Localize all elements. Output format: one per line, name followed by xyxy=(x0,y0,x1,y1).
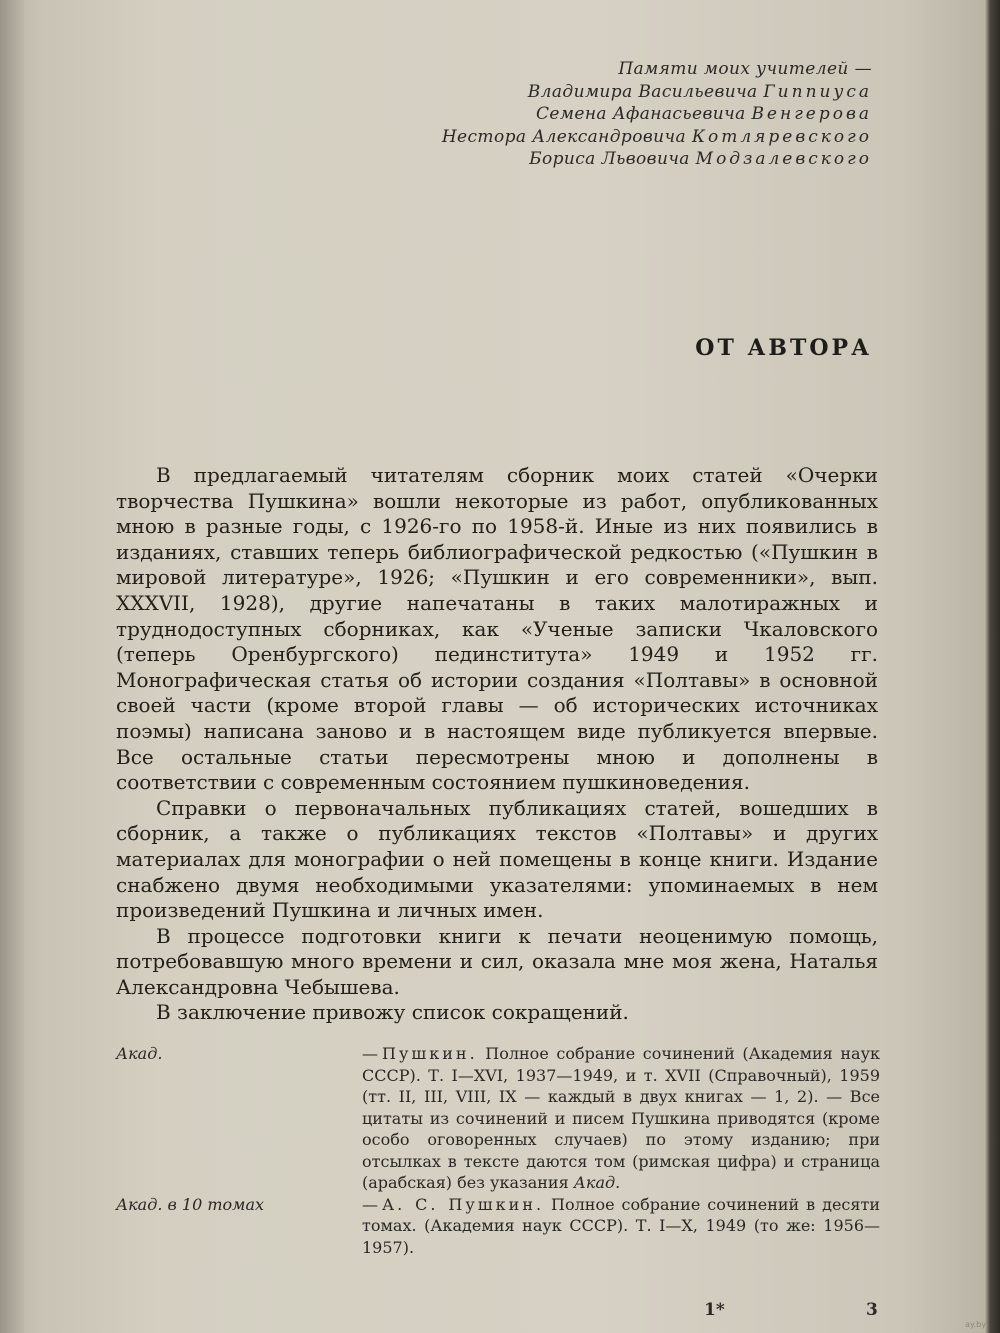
preface-body xyxy=(116,463,878,1026)
abbreviation-list xyxy=(116,1043,880,1258)
dedication-line: Владимира Васильевича Гиппиуса xyxy=(527,81,872,102)
book-spine-shadow xyxy=(0,0,24,1333)
abbreviation-entry xyxy=(116,1194,880,1259)
dedication-line: Бориса Львовича Модзалевского xyxy=(529,149,872,169)
paragraph: В заключение привожу список сокращений. xyxy=(156,1000,629,1025)
abbreviation-entry xyxy=(116,1043,880,1194)
dedication-line: Семена Афанасьевича Венгерова xyxy=(536,104,872,124)
abbreviation-term: Акад. xyxy=(116,1044,163,1063)
paragraph: В предлагаемый читателям сборник моих статей «Очерки творчества Пушкина» вошли некоторые из работ, опубликованных мною в разные годы, с 1926-го по 1958-й. Иные из них появились в изданиях, ставших теперь библиографической редкостью («Пушкин в мировой литературе», 1926; «Пушкин и его современники», вып. XXXVII, 1928), другие напечатаны в таких малотиражных и труднодоступных сборниках, как «Ученые записки Чкаловского (теперь Оренбургского) пединститута» 1949 и 1952 гг. Монографическая статья об истории создания «Полтавы» в основной своей части (кроме второй главы — об исторических источниках поэмы) написана заново и в настоящем виде публикуется впервые. Все остальные статьи пересмотрены мною и дополнены в соответствии с современным состоянием пушкиноведения. xyxy=(116,463,878,795)
section-heading: ОТ АВТОРА xyxy=(695,335,872,361)
watermark: ay.by xyxy=(965,1320,986,1329)
paragraph: Справки о первоначальных публикациях статей, вошедших в сборник, а также о публикациях текстов «Полтавы» и других материалах для монографии о ней помещены в конце книги. Издание снабжено двумя необходимыми указателями: упоминаемых в нем произведений Пушкина и личных имен. xyxy=(116,795,878,923)
page-number: 3 xyxy=(866,1300,878,1320)
signature-mark: 1* xyxy=(704,1300,725,1320)
abbreviation-definition: — А. С. Пушкин. Полное собрание сочинений в десяти томах. (Академия наук СССР). Т. I—X, 1949 (то же: 1956—1957). xyxy=(362,1194,880,1257)
dedication-block xyxy=(442,58,872,171)
abbreviation-definition: — Пушкин. Полное собрание сочинений (Академия наук СССР). Т. I—XVI, 1937—1949, и т. XVII (Справочный), 1959 (тт. II, III, VIII, IX — каждый в двух книгах — 1, 2). — Все цитаты из сочинений и писем Пушкина приводятся (кроме особо оговоренных случаев) по этому изданию; при отсылках в тексте даются том (римская цифра) и страница (арабская) без указания Акад. xyxy=(362,1044,880,1192)
dedication-line: Памяти моих учителей — xyxy=(618,59,872,79)
abbreviation-term: Акад. в 10 томах xyxy=(116,1194,264,1214)
paragraph: В процессе подготовки книги к печати неоценимую помощь, потребовавшую много времени и сил, оказала мне моя жена, Наталья Александровна Чебышева. xyxy=(116,923,878,999)
dedication-line: Нестора Александровича Котляревского xyxy=(441,126,872,147)
